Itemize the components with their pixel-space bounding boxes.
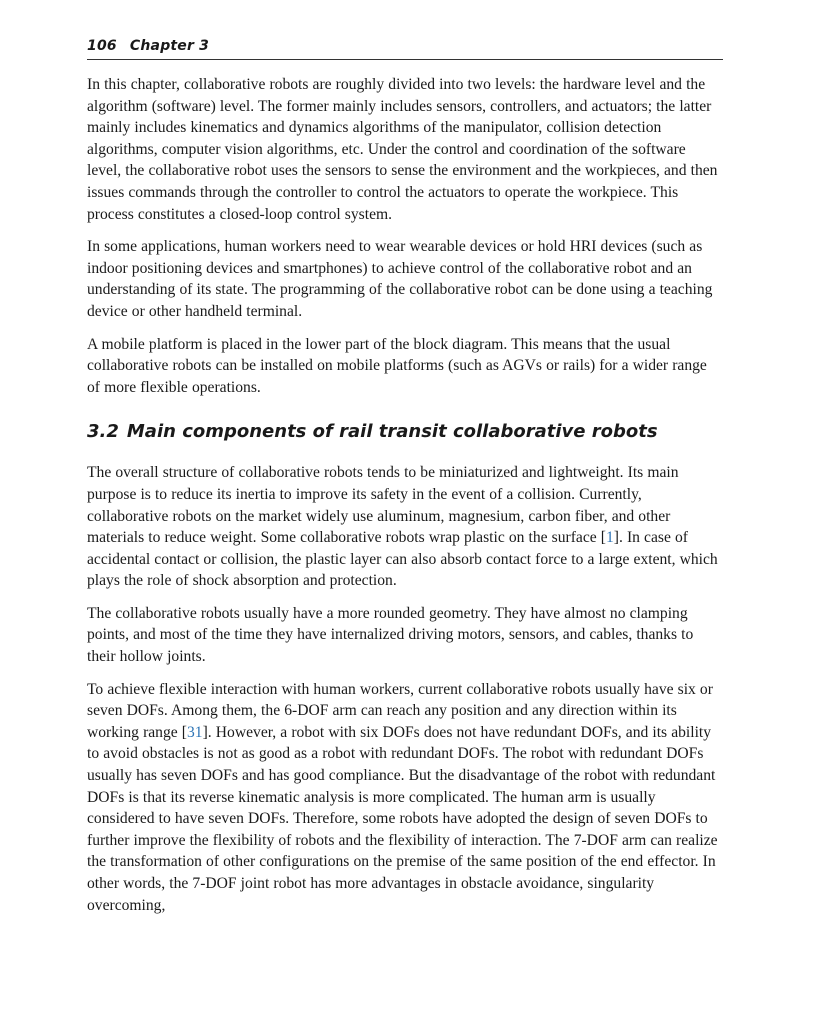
- paragraph-hardware-software-levels: In this chapter, collaborative robots are roughly divided into two levels: the hardware level and the algorithm (software) level. The former mainly includes sensors, controllers, and actuators; the latter mainly includes kinematics and dynamics algorithms of the manipulator, collision detection algorithms, computer vision algorithms, etc. Under the control and coordination of the software level, the collaborative robot uses the sensors to sense the environment and the workpieces, and then issues commands through the controller to control the actuators to operate the workpiece. This process constitutes a closed-loop control system.: [87, 76, 718, 223]
- chapter-label: Chapter 3: [129, 38, 210, 54]
- page-content: [87, 38, 723, 927]
- citation-link-31[interactable]: 31: [187, 723, 203, 741]
- paragraph-mobile-platform: A mobile platform is placed in the lower part of the block diagram. This means that the usual collaborative robots can be installed on mobile platforms (such as AGVs or rails) for a wider range of more flexible operations.: [87, 335, 707, 396]
- page-number: 106: [87, 38, 117, 54]
- paragraph-hri-devices: In some applications, human workers need to wear wearable devices or hold HRI devices (such as indoor positioning devices and smartphones) to achieve control of the collaborative robot and an understanding of its state. The programming of the collaborative robot can be done using a teaching device or other handheld terminal.: [87, 238, 713, 320]
- running-head: [87, 38, 723, 60]
- citation-link-1[interactable]: 1: [605, 529, 614, 547]
- section-number: 3.2: [87, 421, 119, 443]
- paragraph-structure-lightweight: The overall structure of collaborative robots tends to be miniaturized and lightweight. Its main purpose is to reduce its inertia to improve its safety in the event of a collision. Currently, collaborative robots on the market widely use aluminum, magnesium, carbon fiber, and other materials to reduce weight. Some collaborative robots wrap plastic on the surface [1]. In case of accidental contact or collision, the plastic layer can also absorb contact force to a large extent, which plays the role of shock absorption and protection.: [87, 464, 718, 590]
- section-heading: [87, 421, 723, 442]
- paragraph-dofs: To achieve flexible interaction with human workers, current collaborative robots usually have six or seven DOFs. Among them, the 6-DOF arm can reach any position and any direction within its working range [31]. However, a robot with six DOFs does not have redundant DOFs, and its ability to avoid obstacles is not as good as a robot with redundant DOFs. The robot with redundant DOFs usually has seven DOFs and has good compliance. But the disadvantage of the robot with redundant DOFs is that its reverse kinematic analysis is more complicated. The human arm is usually considered to have seven DOFs. Therefore, some robots have adopted the design of seven DOFs to further improve the flexibility of robots and the flexibility of interaction. The 7-DOF arm can realize the transformation of other configurations on the premise of the same position of the end effector. In other words, the 7-DOF joint robot has more advantages in obstacle avoidance, singularity overcoming,: [87, 680, 718, 914]
- section-title: Main components of rail transit collaborative robots: [126, 421, 658, 443]
- paragraph-rounded-geometry: The collaborative robots usually have a more rounded geometry. They have almost no clamping points, and most of the time they have internalized driving motors, sensors, and cables, thanks to their hollow joints.: [87, 604, 694, 666]
